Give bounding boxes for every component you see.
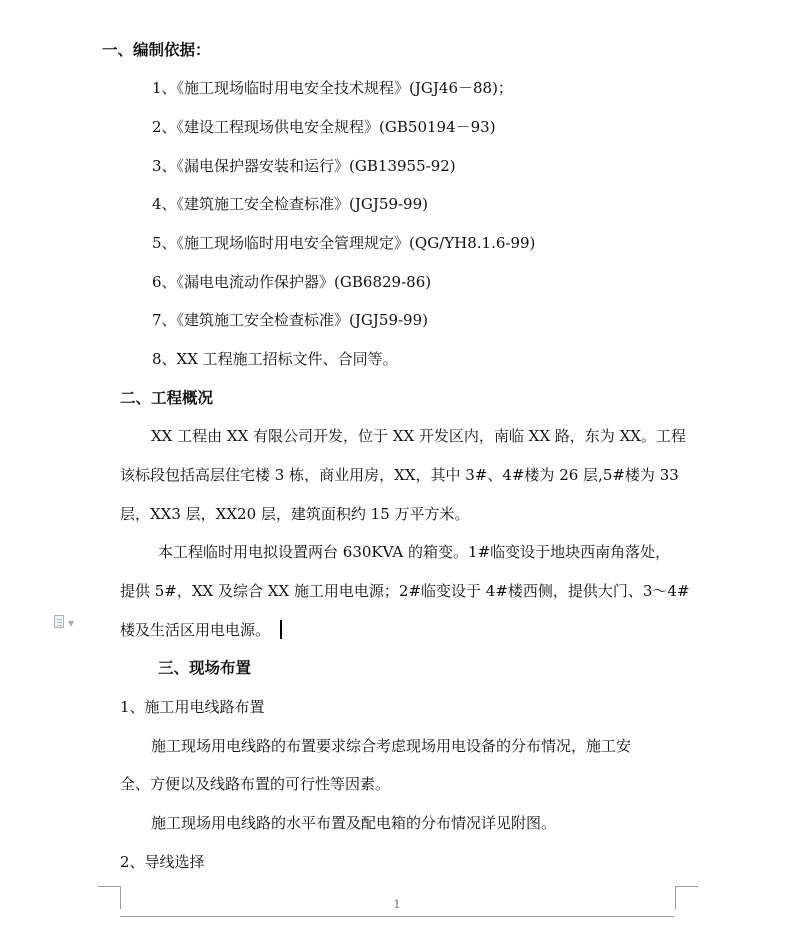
paragraph-line: XX 工程由 XX 有限公司开发，位于 XX 开发区内，南临 XX 路，东为 XX。工程 xyxy=(151,427,686,445)
reference-item-3: 3、《漏电保护器安装和运行》(GB13955-92) xyxy=(152,157,456,175)
chevron-down-icon: ▼ xyxy=(68,619,75,628)
subheading-wiring: 1、施工用电线路布置 xyxy=(120,698,265,716)
footer-divider xyxy=(120,916,674,917)
paragraph-line: 本工程临时用电拟设置两台 630KVA 的箱变。1#临变设于地块西南角落处， xyxy=(158,543,671,561)
subheading-conductor: 2、导线选择 xyxy=(120,853,205,871)
section-heading-overview: 二、工程概况 xyxy=(120,388,214,407)
paragraph-menu-button[interactable] xyxy=(54,614,80,630)
paragraph-line: 层，XX3 层，XX20 层，建筑面积约 15 万平方米。 xyxy=(120,505,470,523)
reference-item-7: 7、《建筑施工安全检查标准》(JGJ59-99) xyxy=(152,311,428,329)
reference-item-6: 6、《漏电电流动作保护器》(GB6829-86) xyxy=(152,273,432,291)
document-icon xyxy=(54,615,64,628)
paragraph-line: 楼及生活区用电电源。 xyxy=(120,621,271,639)
reference-item-8: 8、XX 工程施工招标文件、合同等。 xyxy=(152,350,398,368)
section-heading-layout: 三、现场布置 xyxy=(158,658,252,677)
page-corner-marker-left xyxy=(98,886,121,909)
paragraph-line: 全、方便以及线路布置的可行性等因素。 xyxy=(120,775,391,793)
paragraph-line: 施工现场用电线路的布置要求综合考虑现场用电设备的分布情况，施工安 xyxy=(151,737,632,755)
paragraph-line: 施工现场用电线路的水平布置及配电箱的分布情况详见附图。 xyxy=(151,814,557,832)
reference-item-5: 5、《施工现场临时用电安全管理规定》(QG/YH8.1.6-99) xyxy=(152,234,536,252)
reference-item-2: 2、《建设工程现场供电安全规程》(GB50194－93) xyxy=(152,118,496,136)
page-number: 1 xyxy=(393,898,401,911)
paragraph-line: 该标段包括高层住宅楼 3 栋，商业用房，XX，其中 3#、4#楼为 26 层,5#楼为 33 xyxy=(120,466,679,484)
text-cursor xyxy=(280,620,282,639)
paragraph-line: 提供 5#，XX 及综合 XX 施工用电电源；2#临变设于 4#楼西侧，提供大门、3～4# xyxy=(120,582,690,600)
section-heading-basis: 一、编制依据： xyxy=(102,40,211,59)
page-corner-marker-right xyxy=(675,886,698,909)
reference-item-1: 1、《施工现场临时用电安全技术规程》(JGJ46－88)； xyxy=(152,79,513,97)
reference-item-4: 4、《建筑施工安全检查标准》(JGJ59-99) xyxy=(152,195,428,213)
